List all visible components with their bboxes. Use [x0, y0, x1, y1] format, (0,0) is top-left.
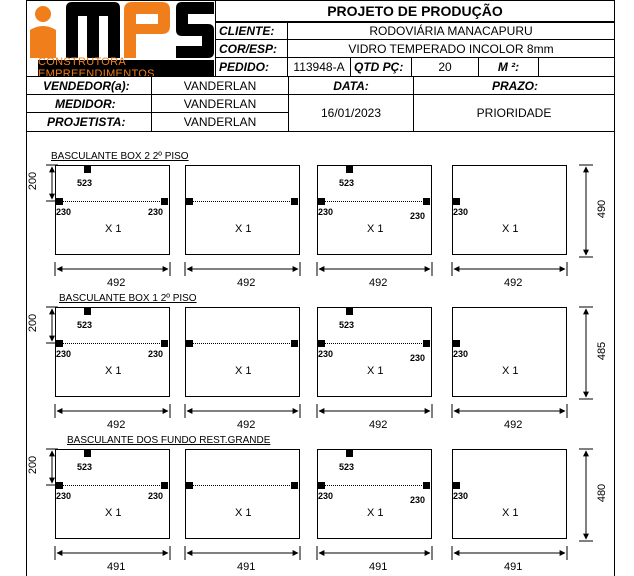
hole-marker-left — [186, 340, 193, 347]
hole-marker-left — [453, 198, 460, 205]
hole-right-label: 230 — [148, 349, 164, 359]
vendedor-label: VENDEDOR(a): — [26, 76, 152, 95]
width-dimension-label: 492 — [369, 419, 388, 431]
height-dimension-line — [578, 163, 594, 259]
quantity-label: X 1 — [502, 365, 519, 377]
hole-marker-top — [84, 308, 91, 315]
hole-marker-left — [56, 340, 63, 347]
dotted-guide — [189, 201, 296, 202]
glass-panel — [452, 165, 567, 255]
hole-top-label: 523 — [77, 178, 93, 188]
hole-marker-right — [291, 198, 298, 205]
hole-marker-left — [186, 198, 193, 205]
pedido-label: PEDIDO: — [215, 57, 288, 77]
width-dimension-label: 491 — [237, 561, 256, 573]
glass-panel — [317, 307, 432, 397]
projetista-label: PROJETISTA: — [26, 112, 152, 132]
dotted-guide — [321, 343, 428, 344]
data-label: DATA: — [288, 76, 414, 95]
hole-left-label: 230 — [453, 491, 469, 501]
hole-marker-left — [453, 340, 460, 347]
glass-panel — [185, 307, 300, 397]
width-dimension-label: 492 — [504, 277, 523, 289]
hole-left-label: 230 — [453, 207, 469, 217]
width-dimension-line — [183, 261, 302, 277]
quantity-label: X 1 — [235, 507, 252, 519]
qtd-label: QTD PÇ: — [350, 57, 412, 77]
hole-left-label: 230 — [318, 349, 334, 359]
quantity-label: X 1 — [105, 223, 122, 235]
hole-right-label: 230 — [410, 495, 426, 505]
width-dimension-label: 492 — [504, 419, 523, 431]
hole-right-label: 230 — [410, 211, 426, 221]
document-title: PROJETO DE PRODUÇÃO — [215, 0, 615, 22]
width-dimension-line — [183, 545, 302, 561]
width-dimension-line — [450, 261, 569, 277]
hole-marker-left — [453, 482, 460, 489]
hole-top-label: 523 — [339, 462, 355, 472]
quantity-label: X 1 — [367, 223, 384, 235]
width-dimension-label: 492 — [107, 419, 126, 431]
width-dimension-label: 491 — [107, 561, 126, 573]
width-dimension-line — [53, 545, 172, 561]
hole-marker-right — [423, 340, 430, 347]
hole-left-label: 230 — [56, 491, 72, 501]
hole-right-label: 230 — [410, 353, 426, 363]
dotted-guide — [189, 485, 296, 486]
width-dimension-line — [183, 403, 302, 419]
section-title: BASCULANTE DOS FUNDO REST.GRANDE — [67, 435, 271, 446]
pedido-value: 113948-A — [287, 57, 351, 77]
width-dimension-line — [450, 403, 569, 419]
quantity-label: X 1 — [502, 507, 519, 519]
left-dimension-label: 200 — [27, 171, 40, 191]
dotted-guide — [59, 485, 166, 486]
width-dimension-label: 491 — [504, 561, 523, 573]
hole-marker-right — [291, 482, 298, 489]
section-title: BASCULANTE BOX 2 2º PISO — [51, 151, 189, 162]
prazo-label: PRAZO: — [413, 76, 615, 95]
left-dimension-label: 200 — [27, 313, 40, 333]
qtd-value: 20 — [411, 57, 479, 77]
dotted-guide — [321, 201, 428, 202]
m2-value — [538, 57, 615, 77]
width-dimension-label: 492 — [369, 277, 388, 289]
hole-marker-left — [318, 198, 325, 205]
cliente-label: CLIENTE: — [215, 22, 288, 40]
hole-marker-top — [346, 166, 353, 173]
hole-marker-left — [318, 482, 325, 489]
hole-marker-left — [186, 482, 193, 489]
width-dimension-line — [315, 403, 434, 419]
quantity-label: X 1 — [367, 507, 384, 519]
height-dimension-line — [578, 305, 594, 401]
width-dimension-line — [315, 261, 434, 277]
width-dimension-label: 492 — [237, 277, 256, 289]
company-logo — [26, 0, 216, 78]
vendedor-value: VANDERLAN — [151, 76, 289, 95]
hole-marker-left — [318, 340, 325, 347]
dotted-guide — [59, 343, 166, 344]
hole-left-label: 230 — [56, 207, 72, 217]
hole-left-label: 230 — [318, 491, 334, 501]
dotted-guide — [189, 343, 296, 344]
hole-right-label: 230 — [148, 207, 164, 217]
width-dimension-label: 492 — [107, 277, 126, 289]
hole-left-label: 230 — [318, 207, 334, 217]
quantity-label: X 1 — [367, 365, 384, 377]
logo-tagline: CONSTRUTORA EMPREENDIMENTOS — [38, 56, 155, 80]
glass-panel — [317, 449, 432, 539]
hole-left-label: 230 — [453, 349, 469, 359]
hole-marker-top — [346, 308, 353, 315]
width-dimension-line — [315, 545, 434, 561]
hole-marker-top — [84, 450, 91, 457]
cliente-value: RODOVIÁRIA MANACAPURU — [287, 22, 615, 40]
hole-marker-right — [291, 340, 298, 347]
quantity-label: X 1 — [235, 223, 252, 235]
hole-marker-top — [84, 166, 91, 173]
width-dimension-line — [53, 261, 172, 277]
hole-marker-left — [56, 198, 63, 205]
hole-marker-right — [161, 482, 168, 489]
glass-panel — [452, 307, 567, 397]
dotted-guide — [321, 485, 428, 486]
left-dimension-label: 200 — [27, 455, 40, 475]
hole-marker-right — [161, 340, 168, 347]
dotted-guide — [59, 201, 166, 202]
width-dimension-label: 491 — [369, 561, 388, 573]
hole-marker-right — [161, 198, 168, 205]
projetista-value: VANDERLAN — [151, 112, 289, 132]
height-dimension-label: 490 — [596, 199, 609, 219]
glass-panel — [317, 165, 432, 255]
hole-marker-left — [56, 482, 63, 489]
height-dimension-label: 485 — [596, 341, 609, 361]
medidor-label: MEDIDOR: — [26, 94, 152, 113]
hole-marker-top — [346, 450, 353, 457]
section-title: BASCULANTE BOX 1 2º PISO — [59, 293, 197, 304]
height-dimension-line — [578, 447, 594, 543]
height-dimension-label: 480 — [596, 483, 609, 503]
cor-label: COR/ESP: — [215, 39, 288, 58]
hole-top-label: 523 — [77, 462, 93, 472]
quantity-label: X 1 — [105, 507, 122, 519]
hole-top-label: 523 — [339, 320, 355, 330]
cor-value: VIDRO TEMPERADO INCOLOR 8mm — [287, 39, 615, 58]
logo-tagline-band — [38, 56, 214, 80]
medidor-value: VANDERLAN — [151, 94, 289, 113]
hole-right-label: 230 — [148, 491, 164, 501]
prazo-value: PRIORIDADE — [413, 94, 615, 132]
hole-marker-right — [423, 198, 430, 205]
hole-top-label: 523 — [339, 178, 355, 188]
data-value: 16/01/2023 — [288, 94, 414, 132]
hole-marker-right — [423, 482, 430, 489]
width-dimension-line — [53, 403, 172, 419]
quantity-label: X 1 — [502, 223, 519, 235]
hole-top-label: 523 — [77, 320, 93, 330]
width-dimension-line — [450, 545, 569, 561]
glass-panel — [452, 449, 567, 539]
hole-left-label: 230 — [56, 349, 72, 359]
quantity-label: X 1 — [105, 365, 122, 377]
width-dimension-label: 492 — [237, 419, 256, 431]
glass-panel — [185, 165, 300, 255]
quantity-label: X 1 — [235, 365, 252, 377]
m2-label: M ²: — [478, 57, 539, 77]
glass-panel — [185, 449, 300, 539]
